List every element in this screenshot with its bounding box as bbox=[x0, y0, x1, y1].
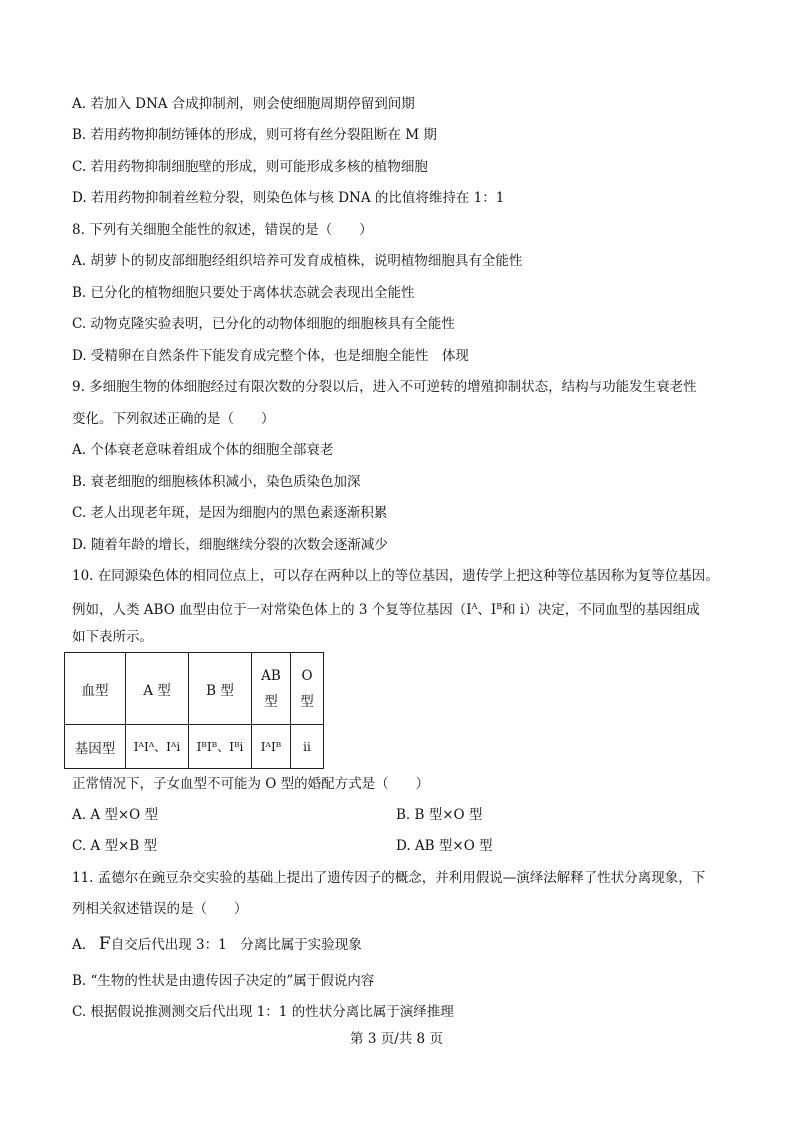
q10-question: 正常情况下，子女血型不可能为 O 型的婚配方式是（ ） bbox=[72, 776, 430, 792]
table-row bbox=[65, 653, 324, 725]
table-cell-type-o: O 型 bbox=[291, 653, 324, 725]
table-cell-genotype-b: IᴮIᴮ、Iᴮi bbox=[189, 725, 252, 769]
q7-option-a: A. 若加入 DNA 合成抑制剂，则会使细胞周期停留到间期 bbox=[72, 96, 415, 112]
q9-option-c: C. 老人出现老年斑，是因为细胞内的黑色素逐渐积累 bbox=[72, 505, 388, 521]
q10-stem-line2: 例如，人类 ABO 血型由位于一对常染色体上的 3 个复等位基因（$I^A$、$I^B$和 i）决定，不同血型的基因组成 bbox=[72, 602, 700, 618]
table-row bbox=[65, 725, 324, 769]
q7-option-b: B. 若用药物抑制纺锤体的形成，则可将有丝分裂阻断在 M 期 bbox=[72, 127, 437, 143]
q10-stem-line1: 10. 在同源染色体的相同位点上，可以存在两种以上的等位基因，遗传学上把这种等位基因称为复等位基因。 bbox=[72, 568, 719, 584]
q11-stem-line2: 列相关叙述错误的是（ ） bbox=[72, 901, 248, 917]
q9-stem-line2: 变化。下列叙述正确的是（ ） bbox=[72, 411, 275, 427]
table-cell-genotype-a: IᴬIᴬ、Iᴬi bbox=[126, 725, 189, 769]
table-cell-genotype-ab: IᴬIᴮ bbox=[252, 725, 291, 769]
table-cell-genotype-o: ii bbox=[291, 725, 324, 769]
q11-option-a: A. F自交后代出现 3：1 分离比属于实验现象 bbox=[72, 934, 362, 954]
q11-stem-line1: 11. 孟德尔在豌豆杂交实验的基础上提出了遗传因子的概念，并利用假说—演绎法解释了性状分离现象，下 bbox=[72, 870, 706, 886]
q8-option-a: A. 胡萝卜的韧皮部细胞经组织培养可发育成植株，说明植物细胞具有全能性 bbox=[72, 253, 523, 269]
q10-stem-line3: 如下表所示。 bbox=[72, 629, 153, 645]
q11-option-c: C. 根据假说推测测交后代出现 1：1 的性状分离比属于演绎推理 bbox=[72, 1004, 454, 1020]
q9-option-d: D. 随着年龄的增长，细胞继续分裂的次数会逐渐减少 bbox=[72, 537, 388, 553]
table-header-blood-type: 血型 bbox=[65, 653, 126, 725]
q8-stem: 8. 下列有关细胞全能性的叙述，错误的是（ ） bbox=[72, 222, 373, 238]
q9-option-a: A. 个体衰老意味着组成个体的细胞全部衰老 bbox=[72, 442, 334, 458]
q9-stem-line1: 9. 多细胞生物的体细胞经过有限次数的分裂以后，进入不可逆转的增殖抑制状态，结构与功能发生衰老性 bbox=[72, 379, 697, 395]
table-cell-type-ab: AB 型 bbox=[252, 653, 291, 725]
page-footer: 第 3 页/共 8 页 bbox=[350, 1031, 443, 1047]
q10-option-d: D. AB 型×O 型 bbox=[396, 838, 493, 854]
q10-option-b: B. B 型×O 型 bbox=[396, 807, 483, 823]
q8-option-d: D. 受精卵在自然条件下能发育成完整个体，也是细胞全能性 体现 bbox=[72, 348, 469, 364]
q8-option-c: C. 动物克隆实验表明，已分化的动物体细胞的细胞核具有全能性 bbox=[72, 316, 455, 332]
q9-option-b: B. 衰老细胞的细胞核体积减小，染色质染色加深 bbox=[72, 474, 361, 490]
table-cell-type-a: A 型 bbox=[126, 653, 189, 725]
table-cell-type-b: B 型 bbox=[189, 653, 252, 725]
q10-option-a: A. A 型×O 型 bbox=[72, 807, 159, 823]
q11-option-b: B. “生物的性状是由遗传因子决定的”属于假说内容 bbox=[72, 973, 375, 989]
blood-type-table bbox=[64, 652, 324, 769]
q10-option-c: C. A 型×B 型 bbox=[72, 838, 157, 854]
q7-option-c: C. 若用药物抑制细胞壁的形成，则可能形成多核的植物细胞 bbox=[72, 159, 428, 175]
q7-option-d: D. 若用药物抑制着丝粒分裂，则染色体与核 DNA 的比值将维持在 1：1 bbox=[72, 190, 505, 206]
q8-option-b: B. 已分化的植物细胞只要处于离体状态就会表现出全能性 bbox=[72, 285, 415, 301]
table-header-genotype: 基因型 bbox=[65, 725, 126, 769]
